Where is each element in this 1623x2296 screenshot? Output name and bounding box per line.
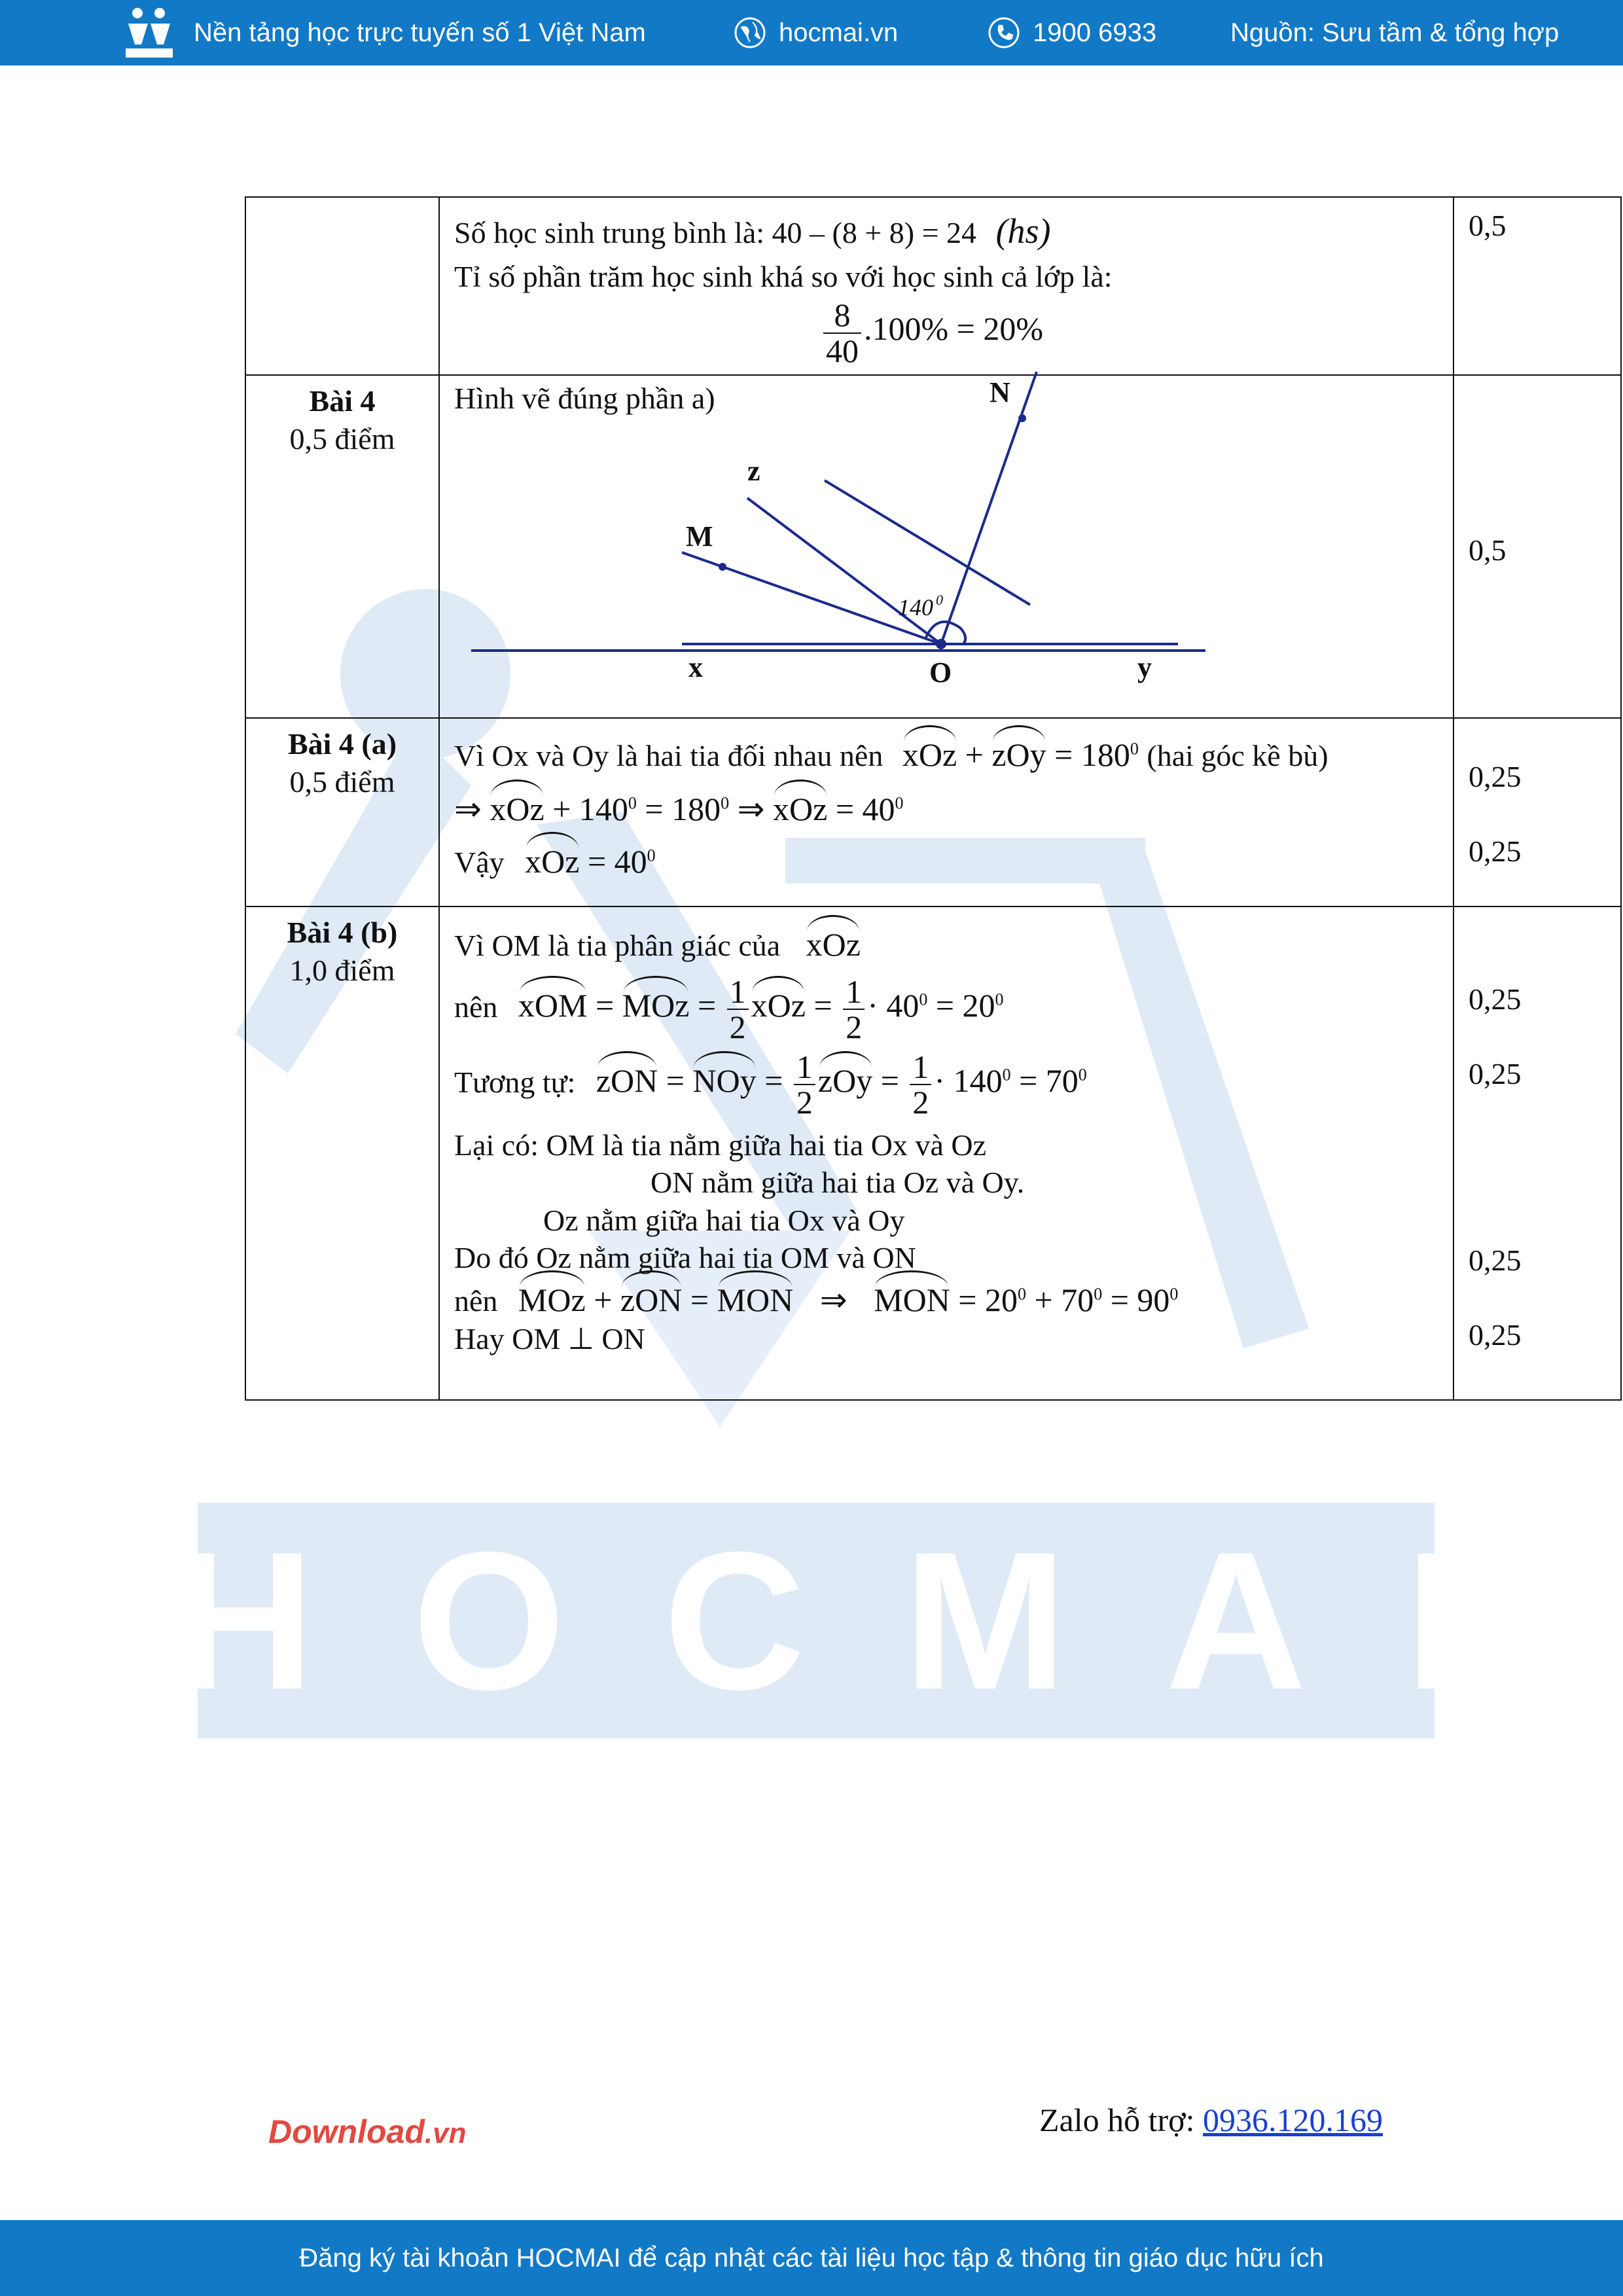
- zalo-phone-link[interactable]: 0936.120.169: [1203, 2102, 1383, 2138]
- label-y: y: [1137, 651, 1152, 683]
- exercise-title: Bài 4 (b): [287, 916, 398, 949]
- content-line: nên MOz + zON = MON ⇒ MON = $20^0 + 70^0 = 90^0$: [454, 1280, 1438, 1321]
- table-row: [245, 375, 1621, 718]
- globe-icon: [733, 16, 767, 50]
- score: 0,25: [1469, 982, 1522, 1016]
- row-content-cell: [439, 718, 1454, 906]
- row-score-cell: [1454, 906, 1621, 1400]
- table-row: [245, 718, 1621, 906]
- phone-icon: [987, 16, 1021, 50]
- score: 0,25: [1469, 1056, 1522, 1090]
- score: 0,25: [1469, 1244, 1522, 1277]
- zalo-support: Zalo hỗ trợ: 0936.120.169: [1039, 2102, 1383, 2138]
- label-N: N: [990, 376, 1010, 408]
- row-score-cell: [1454, 718, 1621, 906]
- header-bar: [0, 0, 1623, 65]
- exercise-title: Bài 4: [309, 384, 376, 418]
- content-line: nên xOM = MOz = $\frac{1}{2}$ xOz = $\frac{1}{2}$ · $40^0 = 20^0$: [454, 973, 1004, 1045]
- download-logo: Download.vn: [268, 2113, 467, 2150]
- content-line: Số học sinh trung bình là: 40 – (8 + 8) = 24 (hs): [454, 211, 1051, 251]
- row-score-cell: [1454, 197, 1621, 375]
- content-line: Tương tự: zON = NOy = $\frac{1}{2}$ zOy = $\frac{1}{2}$ · $140^0 = 70^0$: [454, 1048, 1087, 1121]
- content-line: ⇒ xOz + $140^0 = 180^0$ ⇒ xOz = $40^0$: [454, 789, 1438, 830]
- content-line: Do đó Oz nằm giữa hai tia OM và ON: [454, 1241, 916, 1274]
- label-z: z: [747, 455, 760, 487]
- website-text[interactable]: hocmai.vn: [779, 18, 899, 47]
- row-label-cell: [245, 375, 439, 718]
- label-x: x: [688, 651, 703, 683]
- content-line: Lại có: OM là tia nằm giữa hai tia Ox và Oz: [454, 1128, 987, 1162]
- fraction: $\frac{8}{40}$: [823, 298, 861, 368]
- row-score-cell: [1454, 375, 1621, 718]
- row-label-cell: [245, 906, 439, 1400]
- content-line: Hay OM ⊥ ON: [454, 1322, 645, 1355]
- content-line: Oz nằm giữa hai tia Ox và Oy: [543, 1203, 905, 1237]
- content-line: Tỉ số phần trăm học sinh khá so với học sinh cả lớp là:: [454, 259, 1113, 293]
- exercise-title: Bài 4 (a): [287, 727, 397, 761]
- exercise-points: 0,5 điểm: [289, 764, 395, 798]
- website-link[interactable]: [733, 0, 898, 65]
- source-text: Nguồn: Sưu tầm & tổng hợp: [1230, 18, 1560, 47]
- content-line: ON nằm giữa hai tia Oz và Oy.: [651, 1166, 1025, 1199]
- content-line: Vậy xOz = $40^0$: [454, 841, 1438, 882]
- exercise-points: 0,5 điểm: [289, 422, 395, 456]
- watermark-text: HOCMAI: [172, 1511, 1558, 1731]
- score: 0,5: [1469, 533, 1507, 567]
- hocmai-logo: [122, 5, 177, 60]
- row-label-cell: [245, 718, 439, 906]
- score: 0,25: [1469, 760, 1522, 793]
- exercise-points: 1,0 điểm: [289, 953, 395, 987]
- fraction: $\frac{1}{2}$: [910, 1050, 931, 1120]
- score: 0,25: [1469, 1318, 1522, 1352]
- label-O: O: [929, 656, 952, 689]
- angle-label: 140: [898, 594, 933, 620]
- row-content-cell: [439, 906, 1454, 1400]
- content-line: Hình vẽ đúng phần a): [454, 382, 715, 415]
- phone-text[interactable]: 1900 6933: [1033, 18, 1157, 47]
- row-content-cell: [439, 197, 1454, 375]
- fraction: $\frac{1}{2}$: [843, 975, 865, 1045]
- content-line: Vì Ox và Oy là hai tia đối nhau nên xOz + zOy = $180^0$ (hai góc kề bù): [454, 734, 1438, 776]
- label-M: M: [686, 520, 713, 552]
- row-label-cell: [245, 197, 439, 375]
- row-content-cell: [439, 375, 1454, 718]
- footer-bar: Đăng ký tài khoản HOCMAI để cập nhật các tài liệu học tập & thông tin giáo dục hữu ích: [0, 2220, 1623, 2296]
- table-row: [245, 197, 1621, 375]
- percent-formula: $\frac{8}{40}$ .100% = 20%: [454, 298, 1438, 368]
- fraction: $\frac{1}{2}$: [794, 1050, 815, 1120]
- phone-link[interactable]: [987, 0, 1156, 65]
- score: 0,5: [1469, 209, 1507, 242]
- hs-unit: (hs): [995, 211, 1051, 251]
- angle-degree: 0: [936, 592, 943, 608]
- table-row: [245, 906, 1621, 1400]
- header-slogan: Nền tảng học trực tuyến số 1 Việt Nam: [194, 18, 646, 47]
- content-line: Vì OM là tia phân giác của xOz: [454, 924, 1438, 965]
- score: 0,25: [1469, 834, 1522, 868]
- fraction: $\frac{1}{2}$: [727, 975, 749, 1045]
- answer-table: [245, 196, 1622, 1401]
